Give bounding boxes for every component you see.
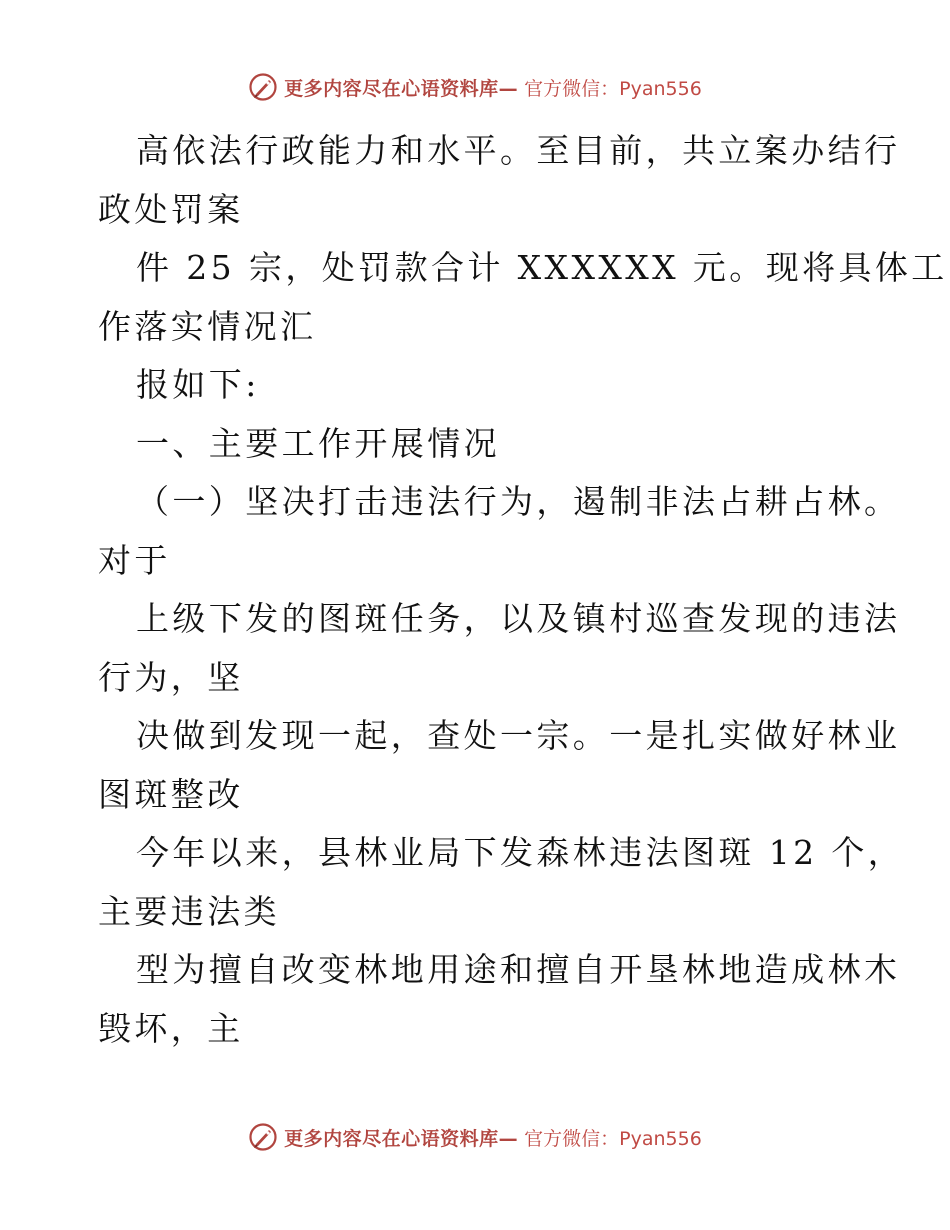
text-line: 毁坏，主 bbox=[98, 1008, 244, 1048]
text-line: 作落实情况汇 bbox=[98, 306, 317, 346]
quill-pen-logo-icon bbox=[248, 72, 278, 102]
watermark-text: 更多内容尽在心语资料库— bbox=[284, 77, 519, 100]
footer-watermark bbox=[0, 1122, 950, 1152]
text-line: 上级下发的图斑任务，以及镇村巡查发现的违法 bbox=[136, 599, 901, 638]
text-line: 对于 bbox=[98, 540, 171, 580]
text-line: 行为，坚 bbox=[98, 657, 244, 697]
header-watermark bbox=[0, 72, 950, 102]
section-heading: 一、主要工作开展情况 bbox=[136, 423, 500, 463]
text-line: 主要违法类 bbox=[98, 891, 280, 931]
text-line: 政处罚案 bbox=[98, 189, 244, 229]
watermark-contact: 官方微信：Pyan556 bbox=[524, 77, 702, 100]
text-line: 今年以来，县林业局下发森林违法图斑 12 个， bbox=[136, 833, 905, 872]
document-body bbox=[98, 122, 948, 1058]
watermark-text: 更多内容尽在心语资料库— bbox=[284, 1127, 519, 1150]
text-line: 报如下: bbox=[136, 365, 260, 404]
text-line: 决做到发现一起，查处一宗。一是扎实做好林业 bbox=[136, 716, 901, 755]
text-line: 件 25 宗，处罚款合计 XXXXXX 元。现将具体工 bbox=[136, 248, 948, 287]
watermark-contact: 官方微信：Pyan556 bbox=[524, 1127, 702, 1150]
quill-pen-logo-icon bbox=[248, 1122, 278, 1152]
text-line: 型为擅自改变林地用途和擅自开垦林地造成林木 bbox=[136, 950, 901, 989]
text-line: 图斑整改 bbox=[98, 774, 244, 814]
text-line: 高依法行政能力和水平。至目前，共立案办结行 bbox=[136, 131, 901, 170]
subsection-heading: （一）坚决打击违法行为，遏制非法占耕占林。 bbox=[136, 482, 901, 521]
